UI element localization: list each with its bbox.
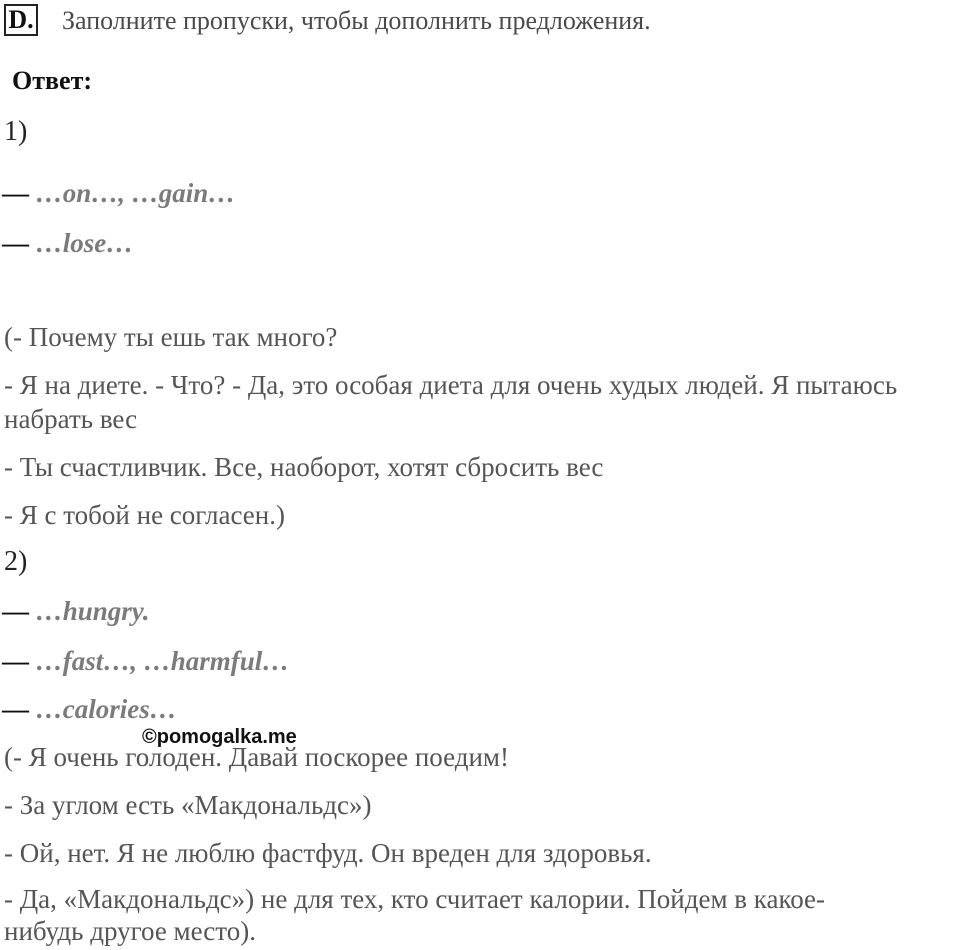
gap-words: …lose… (29, 228, 134, 258)
gap-dash: — (2, 228, 29, 258)
section-1-translation-line-2: - Я на диете. - Что? - Да, это особая диета для очень худых людей. Я пытаюсь (4, 370, 898, 400)
gap-dash: — (2, 178, 29, 208)
section-2-translation-line-1: (- Я очень голоден. Давай поскорее поедим! (4, 742, 509, 772)
section-1-gap-2 (2, 228, 133, 259)
answer-label: Ответ: (12, 66, 93, 95)
section-2-gap-1 (2, 596, 150, 627)
task-letter-box: D. (4, 4, 38, 36)
section-2-number: 2) (4, 546, 28, 577)
gap-dash: — (2, 646, 29, 676)
section-2-gap-3 (2, 694, 177, 725)
section-1-translation-line-5: - Я с тобой не согласен.) (4, 500, 285, 530)
section-2-translation-line-3: - Ой, нет. Я не люблю фастфуд. Он вреден для здоровья. (4, 838, 652, 868)
section-2-translation-line-4: - Да, «Макдональдс») не для тех, кто считает калории. Пойдем в какое- (4, 884, 826, 914)
section-1-translation-line-3: набрать вес (4, 404, 138, 434)
section-2-translation-line-2: - За углом есть «Макдональдс») (4, 790, 372, 820)
task-instruction: Заполните пропуски, чтобы дополнить предложения. (62, 6, 651, 35)
gap-words: …fast…, …harmful… (29, 646, 290, 676)
gap-words: …on…, …gain… (29, 178, 236, 208)
section-1-number: 1) (4, 116, 28, 147)
gap-dash: — (2, 596, 29, 626)
gap-words: …hungry. (29, 596, 150, 626)
watermark: ©pomogalka.me (142, 726, 297, 748)
section-1-gap-1 (2, 178, 235, 209)
section-2-translation-line-5: нибудь другое место). (4, 916, 256, 946)
gap-words: …calories… (29, 694, 177, 724)
section-2-gap-2 (2, 646, 289, 677)
section-1-translation-line-1: (- Почему ты ешь так много? (4, 322, 338, 352)
section-1-translation-line-4: - Ты счастливчик. Все, наоборот, хотят сбросить вес (4, 452, 604, 482)
gap-dash: — (2, 694, 29, 724)
